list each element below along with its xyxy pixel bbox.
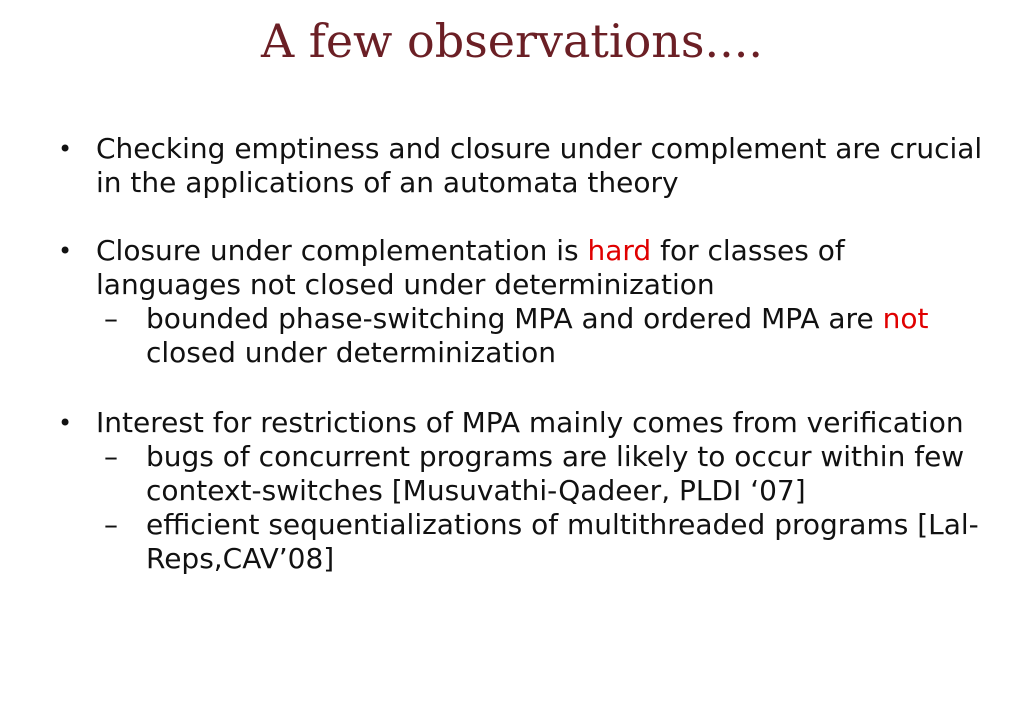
bullet-text: Interest for restrictions of MPA mainly comes from verification xyxy=(96,406,964,439)
sub-bullet-text: efficient sequentializations of multithreaded programs [Lal-Reps,CAV’08] xyxy=(146,508,979,575)
bullet-text-before: Closure under complementation is xyxy=(96,234,588,267)
slide-content xyxy=(58,132,988,608)
bullet-item xyxy=(58,406,988,576)
sub-bullet-item xyxy=(104,440,988,508)
sub-bullet-item xyxy=(104,302,988,370)
slide-title: A few observations.... xyxy=(260,14,764,68)
bullet-dot-icon: • xyxy=(58,237,73,265)
bullet-dot-icon: • xyxy=(58,409,73,437)
highlight-word: not xyxy=(882,302,929,335)
highlight-word: hard xyxy=(587,234,652,267)
bullet-text: Checking emptiness and closure under complement are crucial in the applications of an automata theory xyxy=(96,132,983,199)
sub-bullet-text-before: bounded phase-switching MPA and ordered MPA are xyxy=(146,302,883,335)
bullet-item xyxy=(58,234,988,370)
bullet-dot-icon: • xyxy=(58,135,73,163)
dash-icon: – xyxy=(104,302,118,335)
sub-bullet-item xyxy=(104,508,988,576)
dash-icon: – xyxy=(104,508,118,541)
dash-icon: – xyxy=(104,440,118,473)
sub-bullet-text-after: closed under determinization xyxy=(146,336,556,369)
bullet-text-after: for classes of languages not closed under determinization xyxy=(96,234,845,301)
bullet-text xyxy=(96,234,988,302)
bullet-item xyxy=(58,132,988,200)
sub-bullet-text: bugs of concurrent programs are likely to occur within few context-switches [Musuvathi-Qadeer, PLDI ‘07] xyxy=(146,440,965,507)
